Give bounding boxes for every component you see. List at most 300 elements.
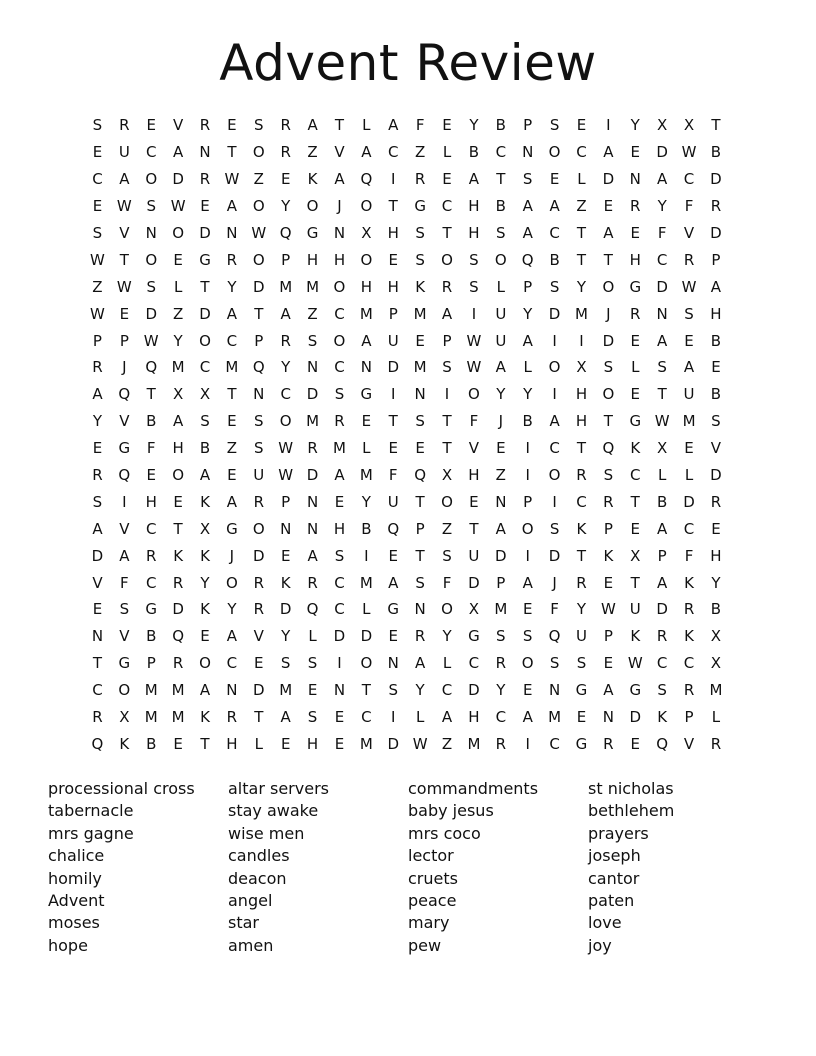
grid-letter[interactable]: P — [496, 573, 506, 592]
grid-letter[interactable]: R — [683, 250, 695, 269]
grid-letter[interactable]: H — [575, 385, 588, 404]
grid-letter[interactable]: T — [227, 143, 237, 162]
grid-letter[interactable]: S — [469, 277, 479, 296]
grid-letter[interactable]: R — [307, 573, 318, 592]
grid-letter[interactable]: O — [306, 197, 319, 216]
grid-letter[interactable]: X — [119, 708, 130, 727]
grid-letter[interactable]: E — [334, 708, 345, 727]
grid-letter[interactable]: L — [415, 708, 425, 727]
grid-letter[interactable]: E — [227, 466, 237, 485]
grid-letter[interactable]: S — [442, 546, 452, 565]
grid-letter[interactable]: K — [684, 573, 694, 592]
grid-letter[interactable]: C — [145, 573, 157, 592]
grid-letter[interactable]: E — [146, 116, 156, 135]
grid-letter[interactable]: C — [630, 466, 641, 485]
grid-letter[interactable]: R — [710, 197, 722, 216]
grid-letter[interactable]: D — [602, 331, 615, 350]
grid-letter[interactable]: B — [710, 331, 722, 350]
grid-letter[interactable]: A — [388, 573, 399, 592]
grid-letter[interactable]: P — [684, 708, 694, 727]
grid-letter[interactable]: Y — [200, 573, 210, 592]
grid-letter[interactable]: E — [388, 627, 398, 646]
grid-letter[interactable]: E — [361, 412, 372, 431]
grid-letter[interactable]: R — [414, 170, 426, 189]
grid-letter[interactable]: E — [576, 116, 587, 135]
grid-letter[interactable]: B — [361, 519, 372, 538]
grid-letter[interactable]: F — [388, 466, 398, 485]
grid-letter[interactable]: Z — [172, 304, 184, 323]
grid-letter[interactable]: O — [225, 573, 238, 592]
grid-letter[interactable]: N — [306, 492, 319, 511]
grid-letter[interactable]: I — [525, 466, 530, 485]
grid-letter[interactable]: C — [145, 519, 157, 538]
grid-letter[interactable]: F — [415, 116, 425, 135]
grid-letter[interactable]: Q — [360, 170, 373, 189]
grid-letter[interactable]: N — [548, 681, 561, 700]
grid-letter[interactable]: Y — [523, 385, 533, 404]
grid-letter[interactable]: Y — [227, 600, 237, 619]
grid-letter[interactable]: D — [656, 600, 668, 619]
grid-letter[interactable]: T — [442, 412, 452, 431]
grid-letter[interactable]: O — [602, 277, 615, 296]
grid-letter[interactable]: E — [603, 573, 614, 592]
grid-letter[interactable]: E — [388, 546, 398, 565]
grid-letter[interactable]: D — [683, 492, 695, 511]
grid-letter[interactable]: P — [603, 627, 613, 646]
grid-letter[interactable]: O — [360, 197, 373, 216]
grid-letter[interactable]: V — [253, 627, 264, 646]
grid-letter[interactable]: R — [495, 654, 507, 673]
grid-letter[interactable]: R — [334, 412, 345, 431]
grid-letter[interactable]: W — [116, 277, 132, 296]
grid-letter[interactable]: D — [548, 546, 561, 565]
grid-letter[interactable]: S — [522, 170, 533, 189]
grid-letter[interactable]: S — [657, 681, 667, 700]
grid-letter[interactable]: T — [576, 250, 587, 269]
grid-letter[interactable]: L — [442, 143, 452, 162]
grid-letter[interactable]: M — [144, 708, 158, 727]
grid-letter[interactable]: A — [388, 116, 399, 135]
grid-letter[interactable]: J — [552, 573, 557, 592]
grid-letter[interactable]: A — [603, 681, 614, 700]
grid-letter[interactable]: E — [334, 734, 345, 753]
grid-letter[interactable]: M — [682, 412, 696, 431]
grid-letter[interactable]: R — [656, 627, 668, 646]
grid-letter[interactable]: Q — [172, 627, 185, 646]
grid-letter[interactable]: D — [306, 385, 319, 404]
grid-letter[interactable]: O — [360, 250, 373, 269]
grid-letter[interactable]: X — [361, 224, 372, 242]
grid-letter[interactable]: W — [681, 143, 697, 162]
grid-letter[interactable]: V — [334, 143, 345, 162]
grid-letter[interactable]: H — [468, 224, 480, 242]
grid-letter[interactable]: L — [711, 708, 721, 727]
grid-letter[interactable]: H — [306, 734, 319, 753]
grid-letter[interactable]: D — [253, 546, 265, 565]
grid-letter[interactable]: N — [333, 224, 346, 242]
grid-letter[interactable]: S — [334, 385, 345, 404]
grid-letter[interactable]: C — [388, 143, 399, 162]
grid-letter[interactable]: Z — [441, 734, 453, 753]
grid-letter[interactable]: M — [359, 304, 373, 323]
grid-letter[interactable]: O — [548, 358, 561, 377]
grid-letter[interactable]: N — [414, 385, 426, 404]
grid-letter[interactable]: N — [280, 519, 292, 538]
grid-letter[interactable]: T — [388, 197, 398, 216]
grid-letter[interactable]: T — [146, 385, 156, 404]
grid-letter[interactable]: G — [145, 600, 158, 619]
grid-letter[interactable]: F — [120, 573, 129, 592]
grid-letter[interactable]: H — [629, 250, 641, 269]
grid-letter[interactable]: O — [494, 250, 507, 269]
grid-letter[interactable]: P — [603, 519, 613, 538]
grid-letter[interactable]: N — [656, 304, 668, 323]
grid-letter[interactable]: E — [630, 224, 640, 242]
grid-letter[interactable]: S — [334, 546, 345, 565]
grid-letter[interactable]: D — [710, 466, 722, 485]
grid-letter[interactable]: R — [603, 734, 614, 753]
grid-letter[interactable]: M — [467, 734, 481, 753]
grid-letter[interactable]: P — [523, 116, 533, 135]
grid-letter[interactable]: G — [629, 681, 642, 700]
grid-letter[interactable]: A — [172, 412, 184, 431]
grid-letter[interactable]: E — [496, 439, 506, 458]
grid-letter[interactable]: V — [683, 734, 695, 753]
grid-letter[interactable]: T — [496, 170, 506, 189]
grid-letter[interactable]: I — [391, 708, 396, 727]
grid-letter[interactable]: O — [279, 412, 292, 431]
grid-letter[interactable]: T — [576, 224, 587, 242]
grid-letter[interactable]: S — [119, 600, 130, 619]
grid-letter[interactable]: A — [657, 519, 668, 538]
grid-letter[interactable]: A — [119, 546, 130, 565]
grid-letter[interactable]: A — [522, 573, 533, 592]
grid-letter[interactable]: E — [173, 734, 183, 753]
grid-letter[interactable]: A — [334, 466, 345, 485]
grid-letter[interactable]: T — [254, 304, 264, 323]
grid-letter[interactable]: Z — [307, 304, 318, 323]
grid-letter[interactable]: N — [306, 519, 319, 538]
grid-letter[interactable]: R — [253, 600, 264, 619]
grid-letter[interactable]: U — [495, 331, 507, 350]
grid-letter[interactable]: S — [549, 519, 560, 538]
grid-letter[interactable]: W — [278, 466, 294, 485]
grid-letter[interactable]: E — [576, 708, 587, 727]
grid-letter[interactable]: I — [471, 304, 477, 323]
grid-letter[interactable]: O — [172, 466, 185, 485]
grid-letter[interactable]: E — [173, 250, 183, 269]
grid-letter[interactable]: B — [522, 412, 533, 431]
grid-letter[interactable]: E — [92, 439, 103, 458]
grid-letter[interactable]: I — [606, 116, 611, 135]
grid-letter[interactable]: Y — [496, 681, 506, 700]
grid-letter[interactable]: O — [145, 250, 158, 269]
grid-letter[interactable]: G — [199, 250, 211, 269]
grid-letter[interactable]: O — [521, 519, 534, 538]
grid-letter[interactable]: A — [710, 277, 722, 296]
grid-letter[interactable]: E — [630, 734, 640, 753]
grid-letter[interactable]: H — [306, 250, 319, 269]
grid-letter[interactable]: H — [387, 277, 399, 296]
grid-letter[interactable]: E — [280, 734, 291, 753]
grid-letter[interactable]: O — [252, 143, 265, 162]
grid-letter[interactable]: G — [118, 654, 131, 673]
grid-letter[interactable]: Z — [441, 519, 453, 538]
grid-letter[interactable]: T — [630, 492, 640, 511]
grid-letter[interactable]: H — [333, 519, 346, 538]
grid-letter[interactable]: E — [442, 116, 452, 135]
grid-letter[interactable]: N — [333, 681, 346, 700]
grid-letter[interactable]: L — [631, 358, 640, 377]
grid-letter[interactable]: H — [387, 224, 399, 242]
grid-letter[interactable]: Y — [630, 116, 640, 135]
grid-letter[interactable]: A — [92, 519, 103, 538]
grid-letter[interactable]: X — [576, 358, 587, 377]
grid-letter[interactable]: C — [683, 170, 695, 189]
grid-letter[interactable]: L — [308, 627, 317, 646]
grid-letter[interactable]: S — [415, 250, 425, 269]
grid-letter[interactable]: G — [118, 439, 131, 458]
grid-letter[interactable]: Q — [387, 519, 400, 538]
grid-letter[interactable]: N — [414, 600, 426, 619]
grid-letter[interactable]: M — [171, 708, 185, 727]
grid-letter[interactable]: N — [360, 358, 372, 377]
grid-letter[interactable]: O — [252, 519, 265, 538]
grid-letter[interactable]: U — [629, 600, 641, 619]
grid-letter[interactable]: Q — [252, 358, 265, 377]
grid-letter[interactable]: K — [684, 627, 694, 646]
grid-letter[interactable]: S — [711, 412, 721, 431]
grid-letter[interactable]: E — [92, 143, 103, 162]
grid-letter[interactable]: T — [119, 250, 129, 269]
grid-letter[interactable]: R — [226, 708, 238, 727]
grid-letter[interactable]: P — [711, 250, 721, 269]
grid-letter[interactable]: U — [253, 466, 265, 485]
grid-letter[interactable]: M — [575, 304, 588, 323]
grid-letter[interactable]: D — [495, 546, 507, 565]
grid-letter[interactable]: S — [415, 573, 425, 592]
grid-letter[interactable]: B — [146, 734, 157, 753]
grid-letter[interactable]: A — [172, 143, 184, 162]
grid-letter[interactable]: Q — [118, 385, 131, 404]
grid-letter[interactable]: I — [552, 492, 557, 511]
grid-letter[interactable]: Y — [227, 277, 237, 296]
grid-letter[interactable]: X — [199, 385, 211, 404]
grid-letter[interactable]: V — [172, 116, 184, 135]
grid-letter[interactable]: S — [522, 627, 533, 646]
grid-letter[interactable]: S — [496, 224, 506, 242]
grid-letter[interactable]: P — [119, 331, 129, 350]
grid-letter[interactable]: A — [199, 681, 211, 700]
grid-letter[interactable]: B — [549, 250, 560, 269]
grid-letter[interactable]: M — [359, 466, 373, 485]
grid-letter[interactable]: S — [254, 412, 264, 431]
grid-letter[interactable]: B — [710, 143, 722, 162]
grid-letter[interactable]: T — [200, 734, 210, 753]
grid-letter[interactable]: E — [630, 385, 640, 404]
grid-letter[interactable]: W — [170, 197, 186, 216]
grid-letter[interactable]: R — [226, 250, 238, 269]
grid-letter[interactable]: S — [657, 358, 667, 377]
grid-letter[interactable]: T — [415, 546, 425, 565]
grid-letter[interactable]: L — [442, 654, 452, 673]
grid-letter[interactable]: A — [495, 358, 506, 377]
grid-letter[interactable]: K — [603, 546, 614, 565]
grid-letter[interactable]: S — [146, 197, 156, 216]
grid-letter[interactable]: C — [495, 143, 507, 162]
grid-letter[interactable]: U — [683, 385, 695, 404]
grid-letter[interactable]: E — [684, 331, 694, 350]
grid-letter[interactable]: Z — [414, 143, 426, 162]
grid-letter[interactable]: G — [414, 197, 426, 216]
grid-letter[interactable]: D — [253, 681, 265, 700]
grid-letter[interactable]: M — [225, 358, 239, 377]
grid-letter[interactable]: A — [468, 170, 480, 189]
grid-letter[interactable]: T — [603, 250, 613, 269]
grid-letter[interactable]: E — [603, 197, 614, 216]
grid-letter[interactable]: X — [630, 546, 641, 565]
grid-letter[interactable]: C — [683, 519, 695, 538]
grid-letter[interactable]: X — [683, 116, 695, 135]
grid-letter[interactable]: R — [199, 116, 211, 135]
grid-letter[interactable]: E — [684, 439, 694, 458]
grid-letter[interactable]: D — [199, 304, 211, 323]
grid-letter[interactable]: J — [122, 358, 127, 377]
grid-letter[interactable]: I — [364, 546, 369, 565]
grid-letter[interactable]: E — [711, 519, 721, 538]
grid-letter[interactable]: T — [711, 116, 721, 135]
grid-letter[interactable]: I — [579, 331, 584, 350]
grid-letter[interactable]: M — [171, 358, 185, 377]
grid-letter[interactable]: I — [122, 492, 127, 511]
grid-letter[interactable]: U — [387, 331, 399, 350]
grid-letter[interactable]: N — [522, 143, 534, 162]
grid-letter[interactable]: T — [469, 519, 479, 538]
grid-letter[interactable]: L — [362, 600, 371, 619]
grid-letter[interactable]: R — [253, 573, 264, 592]
grid-letter[interactable]: B — [199, 439, 211, 458]
grid-letter[interactable]: A — [307, 546, 318, 565]
grid-letter[interactable]: D — [279, 600, 292, 619]
grid-letter[interactable]: S — [415, 412, 425, 431]
grid-letter[interactable]: Y — [281, 197, 291, 216]
grid-letter[interactable]: O — [441, 600, 453, 619]
grid-letter[interactable]: A — [280, 304, 291, 323]
grid-letter[interactable]: S — [388, 681, 398, 700]
grid-letter[interactable]: F — [469, 412, 479, 431]
grid-letter[interactable]: Q — [118, 466, 131, 485]
grid-letter[interactable]: K — [280, 573, 291, 592]
grid-letter[interactable]: U — [495, 304, 507, 323]
grid-letter[interactable]: R — [119, 116, 130, 135]
grid-letter[interactable]: F — [684, 197, 694, 216]
grid-letter[interactable]: C — [92, 681, 103, 700]
grid-letter[interactable]: O — [333, 277, 346, 296]
grid-letter[interactable]: C — [361, 708, 372, 727]
grid-letter[interactable]: M — [279, 277, 293, 296]
grid-letter[interactable]: N — [145, 224, 157, 242]
grid-letter[interactable]: A — [92, 385, 103, 404]
grid-letter[interactable]: C — [468, 654, 480, 673]
grid-letter[interactable]: O — [145, 170, 158, 189]
grid-letter[interactable]: C — [145, 143, 157, 162]
grid-letter[interactable]: H — [226, 734, 238, 753]
grid-letter[interactable]: G — [306, 224, 319, 242]
grid-letter[interactable]: E — [92, 600, 103, 619]
grid-letter[interactable]: S — [200, 412, 210, 431]
grid-letter[interactable]: E — [388, 250, 398, 269]
grid-letter[interactable]: R — [576, 466, 587, 485]
grid-letter[interactable]: C — [226, 654, 238, 673]
grid-letter[interactable]: E — [522, 681, 533, 700]
grid-letter[interactable]: B — [146, 412, 157, 431]
grid-letter[interactable]: A — [522, 224, 533, 242]
grid-letter[interactable]: N — [226, 224, 238, 242]
grid-letter[interactable]: T — [173, 519, 183, 538]
grid-letter[interactable]: E — [280, 546, 291, 565]
grid-letter[interactable]: R — [280, 116, 291, 135]
grid-letter[interactable]: S — [92, 116, 103, 135]
grid-letter[interactable]: L — [173, 277, 183, 296]
grid-letter[interactable]: S — [576, 654, 587, 673]
grid-letter[interactable]: A — [495, 519, 506, 538]
grid-letter[interactable]: A — [549, 412, 560, 431]
grid-letter[interactable]: M — [279, 681, 293, 700]
grid-letter[interactable]: F — [550, 600, 559, 619]
grid-letter[interactable]: M — [306, 412, 320, 431]
grid-letter[interactable]: P — [254, 331, 264, 350]
grid-letter[interactable]: O — [548, 466, 561, 485]
grid-letter[interactable]: O — [548, 143, 561, 162]
grid-letter[interactable]: E — [200, 197, 210, 216]
grid-letter[interactable]: I — [391, 170, 396, 189]
grid-letter[interactable]: E — [469, 492, 479, 511]
grid-letter[interactable]: S — [146, 277, 156, 296]
grid-letter[interactable]: Q — [145, 358, 158, 377]
grid-letter[interactable]: D — [145, 304, 157, 323]
grid-letter[interactable]: T — [415, 492, 425, 511]
grid-letter[interactable]: A — [549, 197, 560, 216]
grid-letter[interactable]: W — [627, 654, 643, 673]
grid-letter[interactable]: N — [602, 708, 614, 727]
grid-letter[interactable]: Q — [602, 439, 615, 458]
grid-letter[interactable]: T — [576, 439, 587, 458]
grid-letter[interactable]: E — [227, 116, 237, 135]
grid-letter[interactable]: C — [334, 358, 345, 377]
grid-letter[interactable]: V — [119, 627, 130, 646]
grid-letter[interactable]: O — [441, 250, 453, 269]
grid-letter[interactable]: L — [254, 734, 263, 753]
grid-letter[interactable]: C — [199, 358, 211, 377]
grid-letter[interactable]: A — [522, 197, 533, 216]
grid-letter[interactable]: Z — [307, 143, 318, 162]
grid-letter[interactable]: H — [172, 439, 184, 458]
grid-letter[interactable]: M — [548, 708, 562, 727]
grid-letter[interactable]: R — [495, 734, 507, 753]
grid-letter[interactable]: S — [603, 358, 614, 377]
grid-letter[interactable]: D — [306, 466, 319, 485]
grid-letter[interactable]: E — [173, 492, 183, 511]
grid-letter[interactable]: O — [521, 654, 534, 673]
grid-letter[interactable]: V — [119, 412, 130, 431]
grid-letter[interactable]: J — [337, 197, 342, 216]
grid-letter[interactable]: C — [334, 304, 345, 323]
grid-letter[interactable]: A — [657, 573, 668, 592]
grid-letter[interactable]: T — [576, 546, 587, 565]
grid-letter[interactable]: W — [90, 250, 105, 269]
grid-letter[interactable]: A — [683, 358, 695, 377]
grid-letter[interactable]: M — [306, 277, 320, 296]
